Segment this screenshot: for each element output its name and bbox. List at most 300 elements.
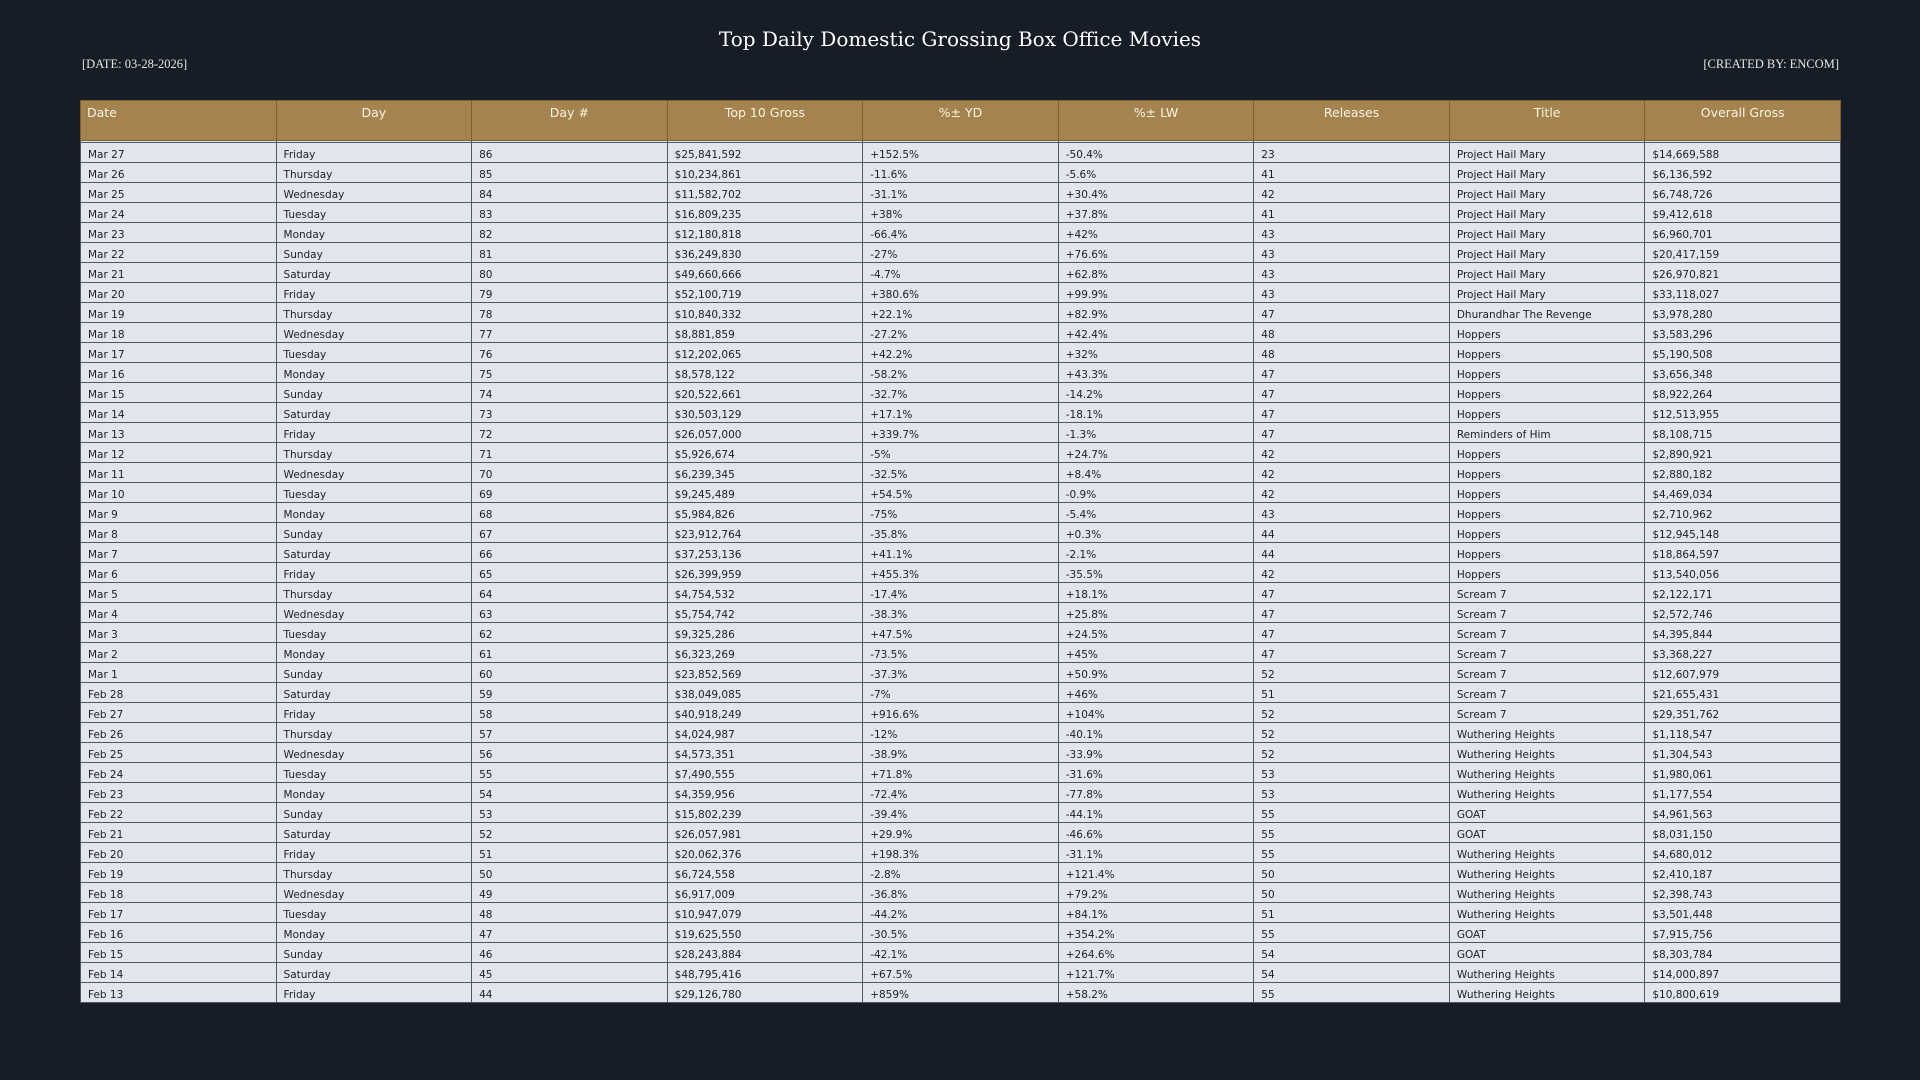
cell-change-yd: +22.1% [863,303,1059,323]
cell-day: Monday [276,503,472,523]
table-row [81,223,1841,243]
cell-change-lw: +121.7% [1058,963,1254,983]
table-row [81,903,1841,923]
cell-overall-gross: $1,177,554 [1645,783,1841,803]
cell-releases: 50 [1254,863,1450,883]
cell-title: Project Hail Mary [1449,183,1645,203]
cell-day-number: 65 [472,563,668,583]
cell-change-yd: +71.8% [863,763,1059,783]
cell-change-lw: +8.4% [1058,463,1254,483]
table-row [81,663,1841,683]
cell-top10-gross: $6,724,558 [667,863,863,883]
cell-date: Mar 27 [81,143,277,163]
cell-date: Feb 20 [81,843,277,863]
table-row [81,143,1841,163]
cell-day: Monday [276,363,472,383]
cell-releases: 52 [1254,663,1450,683]
cell-day: Monday [276,643,472,663]
cell-day: Friday [276,703,472,723]
cell-day: Wednesday [276,183,472,203]
table-row [81,363,1841,383]
cell-day-number: 86 [472,143,668,163]
cell-releases: 43 [1254,243,1450,263]
cell-change-yd: -58.2% [863,363,1059,383]
cell-top10-gross: $12,180,818 [667,223,863,243]
cell-overall-gross: $3,978,280 [1645,303,1841,323]
cell-change-lw: -40.1% [1058,723,1254,743]
cell-releases: 42 [1254,483,1450,503]
cell-change-yd: -2.8% [863,863,1059,883]
cell-day-number: 61 [472,643,668,663]
box-office-table-container [80,100,1841,1003]
cell-date: Mar 12 [81,443,277,463]
cell-change-yd: +859% [863,983,1059,1003]
cell-change-lw: +46% [1058,683,1254,703]
cell-top10-gross: $20,062,376 [667,843,863,863]
cell-overall-gross: $10,800,619 [1645,983,1841,1003]
cell-date: Feb 25 [81,743,277,763]
cell-releases: 41 [1254,163,1450,183]
cell-overall-gross: $6,960,701 [1645,223,1841,243]
box-office-table [80,100,1841,1003]
cell-releases: 44 [1254,543,1450,563]
cell-change-lw: +99.9% [1058,283,1254,303]
cell-title: Wuthering Heights [1449,883,1645,903]
cell-releases: 43 [1254,283,1450,303]
cell-day-number: 54 [472,783,668,803]
cell-day: Wednesday [276,743,472,763]
cell-day-number: 45 [472,963,668,983]
table-row [81,283,1841,303]
cell-date: Mar 13 [81,423,277,443]
cell-top10-gross: $37,253,136 [667,543,863,563]
cell-change-yd: +47.5% [863,623,1059,643]
table-row [81,683,1841,703]
cell-day-number: 49 [472,883,668,903]
cell-title: Scream 7 [1449,583,1645,603]
cell-overall-gross: $2,410,187 [1645,863,1841,883]
cell-title: Scream 7 [1449,623,1645,643]
cell-top10-gross: $40,918,249 [667,703,863,723]
cell-releases: 47 [1254,303,1450,323]
cell-change-yd: -32.7% [863,383,1059,403]
table-row [81,863,1841,883]
cell-releases: 55 [1254,923,1450,943]
cell-change-yd: +67.5% [863,963,1059,983]
cell-change-lw: -5.4% [1058,503,1254,523]
cell-change-lw: +0.3% [1058,523,1254,543]
cell-day-number: 55 [472,763,668,783]
cell-day: Friday [276,843,472,863]
cell-top10-gross: $26,057,000 [667,423,863,443]
cell-overall-gross: $4,395,844 [1645,623,1841,643]
cell-day: Friday [276,143,472,163]
table-row [81,843,1841,863]
cell-overall-gross: $6,136,592 [1645,163,1841,183]
cell-top10-gross: $16,809,235 [667,203,863,223]
cell-title: Project Hail Mary [1449,203,1645,223]
cell-change-lw: +45% [1058,643,1254,663]
table-row [81,403,1841,423]
table-row [81,303,1841,323]
cell-day: Sunday [276,383,472,403]
cell-change-lw: +25.8% [1058,603,1254,623]
cell-releases: 47 [1254,583,1450,603]
cell-date: Mar 9 [81,503,277,523]
cell-top10-gross: $52,100,719 [667,283,863,303]
cell-day: Saturday [276,683,472,703]
cell-top10-gross: $8,578,122 [667,363,863,383]
cell-date: Mar 22 [81,243,277,263]
cell-day-number: 56 [472,743,668,763]
cell-releases: 41 [1254,203,1450,223]
cell-releases: 47 [1254,423,1450,443]
cell-day: Saturday [276,823,472,843]
cell-day: Wednesday [276,463,472,483]
cell-day: Tuesday [276,763,472,783]
column-header-date: Date [81,101,277,141]
cell-change-yd: +42.2% [863,343,1059,363]
cell-title: Scream 7 [1449,703,1645,723]
cell-top10-gross: $28,243,884 [667,943,863,963]
cell-change-lw: +24.7% [1058,443,1254,463]
cell-change-lw: +58.2% [1058,983,1254,1003]
cell-change-yd: -12% [863,723,1059,743]
cell-top10-gross: $5,984,826 [667,503,863,523]
cell-change-yd: +17.1% [863,403,1059,423]
cell-day: Sunday [276,943,472,963]
cell-date: Mar 17 [81,343,277,363]
cell-change-lw: -77.8% [1058,783,1254,803]
cell-date: Feb 18 [81,883,277,903]
cell-releases: 55 [1254,843,1450,863]
cell-day-number: 69 [472,483,668,503]
cell-top10-gross: $8,881,859 [667,323,863,343]
cell-change-lw: -0.9% [1058,483,1254,503]
cell-overall-gross: $2,710,962 [1645,503,1841,523]
cell-overall-gross: $6,748,726 [1645,183,1841,203]
cell-top10-gross: $4,359,956 [667,783,863,803]
cell-releases: 43 [1254,263,1450,283]
cell-title: Project Hail Mary [1449,243,1645,263]
cell-releases: 55 [1254,803,1450,823]
cell-day: Tuesday [276,623,472,643]
cell-day-number: 64 [472,583,668,603]
cell-title: Hoppers [1449,543,1645,563]
cell-day: Wednesday [276,883,472,903]
table-row [81,563,1841,583]
table-row [81,783,1841,803]
cell-title: Hoppers [1449,403,1645,423]
cell-change-yd: -17.4% [863,583,1059,603]
cell-overall-gross: $3,656,348 [1645,363,1841,383]
column-header-overall-gross: Overall Gross [1645,101,1841,141]
cell-title: Wuthering Heights [1449,963,1645,983]
cell-day: Wednesday [276,323,472,343]
cell-day: Thursday [276,163,472,183]
cell-change-yd: -7% [863,683,1059,703]
table-row [81,503,1841,523]
cell-top10-gross: $4,573,351 [667,743,863,763]
table-row [81,443,1841,463]
cell-releases: 42 [1254,463,1450,483]
cell-change-lw: +18.1% [1058,583,1254,603]
table-row [81,963,1841,983]
cell-day-number: 82 [472,223,668,243]
cell-day: Monday [276,783,472,803]
cell-top10-gross: $9,245,489 [667,483,863,503]
cell-day: Friday [276,283,472,303]
cell-title: Wuthering Heights [1449,903,1645,923]
cell-title: GOAT [1449,923,1645,943]
cell-top10-gross: $48,795,416 [667,963,863,983]
cell-top10-gross: $10,840,332 [667,303,863,323]
cell-date: Mar 20 [81,283,277,303]
cell-change-yd: -5% [863,443,1059,463]
cell-date: Feb 21 [81,823,277,843]
cell-top10-gross: $36,249,830 [667,243,863,263]
cell-title: Wuthering Heights [1449,983,1645,1003]
cell-day-number: 83 [472,203,668,223]
cell-title: Wuthering Heights [1449,783,1645,803]
cell-top10-gross: $11,582,702 [667,183,863,203]
cell-title: Hoppers [1449,383,1645,403]
cell-top10-gross: $25,841,592 [667,143,863,163]
cell-day: Saturday [276,263,472,283]
cell-title: Hoppers [1449,463,1645,483]
cell-top10-gross: $15,802,239 [667,803,863,823]
cell-date: Mar 25 [81,183,277,203]
cell-date: Mar 4 [81,603,277,623]
cell-overall-gross: $7,915,756 [1645,923,1841,943]
cell-releases: 23 [1254,143,1450,163]
cell-releases: 48 [1254,343,1450,363]
cell-change-yd: -27% [863,243,1059,263]
cell-change-lw: +30.4% [1058,183,1254,203]
cell-change-lw: +62.8% [1058,263,1254,283]
cell-releases: 47 [1254,643,1450,663]
cell-day: Thursday [276,303,472,323]
cell-change-yd: -27.2% [863,323,1059,343]
cell-day-number: 58 [472,703,668,723]
cell-date: Feb 26 [81,723,277,743]
cell-day-number: 81 [472,243,668,263]
cell-date: Mar 1 [81,663,277,683]
cell-day-number: 84 [472,183,668,203]
cell-date: Mar 6 [81,563,277,583]
cell-date: Mar 24 [81,203,277,223]
cell-title: GOAT [1449,823,1645,843]
cell-change-yd: +198.3% [863,843,1059,863]
cell-day-number: 59 [472,683,668,703]
table-row [81,923,1841,943]
cell-day-number: 44 [472,983,668,1003]
cell-change-yd: +38% [863,203,1059,223]
cell-overall-gross: $20,417,159 [1645,243,1841,263]
cell-change-lw: -2.1% [1058,543,1254,563]
cell-change-yd: -39.4% [863,803,1059,823]
cell-change-lw: +50.9% [1058,663,1254,683]
cell-day-number: 46 [472,943,668,963]
cell-title: Wuthering Heights [1449,763,1645,783]
cell-change-lw: -35.5% [1058,563,1254,583]
cell-releases: 47 [1254,623,1450,643]
cell-releases: 44 [1254,523,1450,543]
cell-overall-gross: $1,980,061 [1645,763,1841,783]
table-row [81,583,1841,603]
cell-title: Wuthering Heights [1449,863,1645,883]
cell-releases: 47 [1254,383,1450,403]
cell-top10-gross: $4,024,987 [667,723,863,743]
table-row [81,383,1841,403]
table-row [81,643,1841,663]
cell-day: Tuesday [276,903,472,923]
cell-day-number: 79 [472,283,668,303]
cell-overall-gross: $3,368,227 [1645,643,1841,663]
cell-day-number: 53 [472,803,668,823]
cell-top10-gross: $6,323,269 [667,643,863,663]
cell-title: Scream 7 [1449,643,1645,663]
cell-day-number: 57 [472,723,668,743]
cell-releases: 43 [1254,223,1450,243]
cell-releases: 42 [1254,183,1450,203]
cell-date: Feb 19 [81,863,277,883]
cell-date: Feb 13 [81,983,277,1003]
cell-title: GOAT [1449,803,1645,823]
cell-top10-gross: $49,660,666 [667,263,863,283]
cell-day: Saturday [276,543,472,563]
cell-date: Feb 15 [81,943,277,963]
cell-change-yd: +54.5% [863,483,1059,503]
table-row [81,703,1841,723]
cell-day: Monday [276,223,472,243]
cell-day-number: 50 [472,863,668,883]
cell-date: Mar 3 [81,623,277,643]
cell-change-lw: +354.2% [1058,923,1254,943]
cell-releases: 55 [1254,983,1450,1003]
table-row [81,883,1841,903]
table-body [81,141,1841,1003]
cell-day-number: 78 [472,303,668,323]
cell-change-yd: +916.6% [863,703,1059,723]
table-row [81,623,1841,643]
cell-change-yd: -32.5% [863,463,1059,483]
cell-date: Feb 27 [81,703,277,723]
cell-title: Hoppers [1449,323,1645,343]
cell-overall-gross: $2,890,921 [1645,443,1841,463]
cell-top10-gross: $30,503,129 [667,403,863,423]
table-row [81,263,1841,283]
column-header-top10-gross: Top 10 Gross [667,101,863,141]
cell-day-number: 48 [472,903,668,923]
cell-change-yd: -66.4% [863,223,1059,243]
cell-title: GOAT [1449,943,1645,963]
cell-releases: 51 [1254,683,1450,703]
cell-day-number: 73 [472,403,668,423]
cell-title: Hoppers [1449,443,1645,463]
cell-overall-gross: $12,513,955 [1645,403,1841,423]
cell-overall-gross: $14,000,897 [1645,963,1841,983]
cell-top10-gross: $12,202,065 [667,343,863,363]
cell-top10-gross: $26,057,981 [667,823,863,843]
cell-day: Sunday [276,243,472,263]
cell-overall-gross: $2,122,171 [1645,583,1841,603]
cell-releases: 54 [1254,963,1450,983]
cell-change-lw: -18.1% [1058,403,1254,423]
cell-date: Feb 28 [81,683,277,703]
cell-overall-gross: $3,501,448 [1645,903,1841,923]
cell-change-lw: +104% [1058,703,1254,723]
cell-date: Mar 21 [81,263,277,283]
cell-releases: 53 [1254,783,1450,803]
cell-day-number: 63 [472,603,668,623]
cell-releases: 52 [1254,743,1450,763]
cell-day: Thursday [276,863,472,883]
cell-day: Thursday [276,583,472,603]
cell-day-number: 60 [472,663,668,683]
cell-title: Dhurandhar The Revenge [1449,303,1645,323]
cell-releases: 52 [1254,723,1450,743]
cell-top10-gross: $9,325,286 [667,623,863,643]
cell-day-number: 51 [472,843,668,863]
table-row [81,203,1841,223]
cell-overall-gross: $12,945,148 [1645,523,1841,543]
table-row [81,763,1841,783]
cell-change-yd: +152.5% [863,143,1059,163]
cell-change-lw: +79.2% [1058,883,1254,903]
table-row [81,343,1841,363]
cell-releases: 53 [1254,763,1450,783]
cell-top10-gross: $10,947,079 [667,903,863,923]
cell-releases: 47 [1254,363,1450,383]
cell-date: Mar 23 [81,223,277,243]
cell-day-number: 70 [472,463,668,483]
cell-overall-gross: $18,864,597 [1645,543,1841,563]
cell-day: Tuesday [276,203,472,223]
table-row [81,483,1841,503]
cell-title: Hoppers [1449,563,1645,583]
column-header-releases: Releases [1254,101,1450,141]
cell-title: Hoppers [1449,523,1645,543]
column-header-change-yd: %± YD [863,101,1059,141]
table-row [81,463,1841,483]
table-row [81,723,1841,743]
cell-change-yd: -38.3% [863,603,1059,623]
cell-releases: 43 [1254,503,1450,523]
cell-change-yd: -75% [863,503,1059,523]
table-row [81,243,1841,263]
cell-change-lw: -31.6% [1058,763,1254,783]
cell-date: Feb 17 [81,903,277,923]
cell-top10-gross: $4,754,532 [667,583,863,603]
cell-day: Monday [276,923,472,943]
cell-overall-gross: $1,118,547 [1645,723,1841,743]
cell-day: Thursday [276,723,472,743]
cell-change-lw: +24.5% [1058,623,1254,643]
cell-day: Friday [276,983,472,1003]
table-row [81,163,1841,183]
cell-date: Feb 14 [81,963,277,983]
table-row [81,323,1841,343]
cell-overall-gross: $8,108,715 [1645,423,1841,443]
table-row [81,183,1841,203]
table-header-row [81,101,1841,141]
cell-overall-gross: $1,304,543 [1645,743,1841,763]
cell-date: Mar 11 [81,463,277,483]
created-by-label: [CREATED BY: ENCOM] [1703,57,1839,71]
table-row [81,423,1841,443]
cell-date: Feb 16 [81,923,277,943]
